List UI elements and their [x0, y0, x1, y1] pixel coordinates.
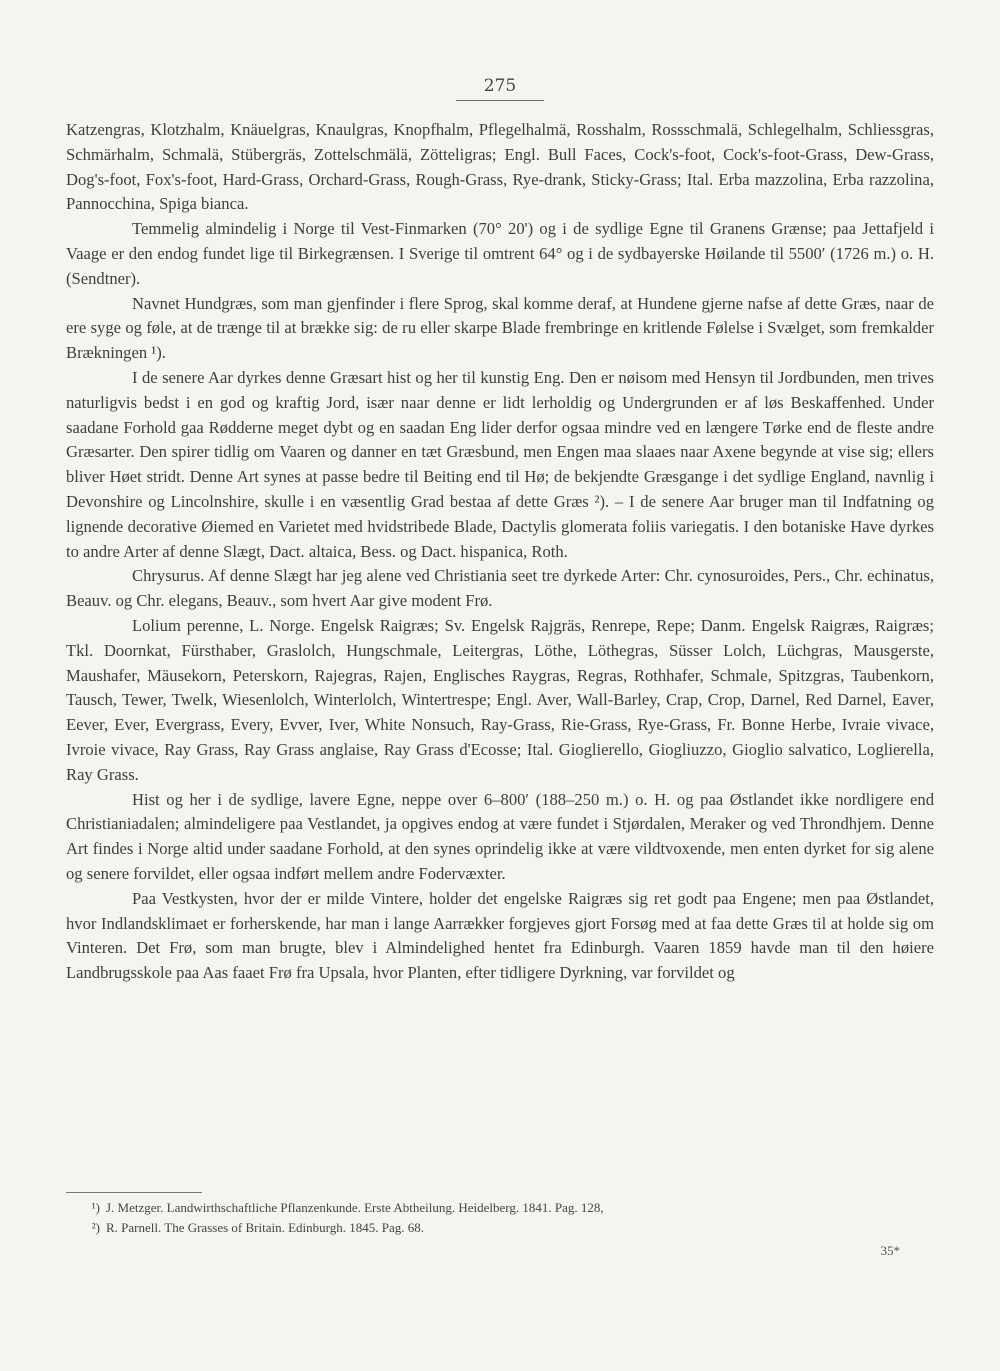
footnote-rule	[66, 1192, 202, 1193]
paragraph-lolium: Lolium perenne, L. Norge. Engelsk Raigræs; Sv. Engelsk Rajgräs, Renrepe, Repe; Danm. Engelsk Raigræs, Raigræs; Tkl. Doornkat, Fürsthaber, Graslolch, Hungschmale, Leitergras, Löthe, Löthegras, Süsser Lolch, Lüchgras, Mausgerste, Maushafer, Mäusekorn, Peterskorn, Rajegras, Rajen, Englisches Raygras, Regras, Rothhafer, Schmale, Spitzgras, Taubenkorn, Tausch, Tewer, Twelk, Wiesenlolch, Winterlolch, Wintertrespe; Engl. Aver, Wall-Barley, Crap, Crop, Darnel, Red Darnel, Eaver, Eever, Ever, Evergrass, Every, Evver, Iver, White Nonsuch, Ray-Grass, Rie-Grass, Rye-Grass, Fr. Bonne Herbe, Ivraie vivace, Ivroie vivace, Ray Grass, Ray Grass anglaise, Ray Grass d'Ecosse; Ital. Gioglierello, Giogliuzzo, Gioglio salvatico, Loglierella, Ray Grass.	[66, 615, 934, 784]
footnote-text: J. Metzger. Landwirthschaftliche Pflanzenkunde. Erste Abtheilung. Heidelberg. 1841. Pag. 128,	[106, 1200, 604, 1215]
signature-mark: 35*	[880, 1243, 900, 1258]
paragraph-2: Temmelig almindelig i Norge til Vest-Finmarken (70° 20') og i de sydlige Egne til Granens Grænse; paa Jettafjeld i Vaage er den endog fundet lige til Birkegrænsen. I Sverige til omtrent 64° og i de sydbayerske Høilande til 5500′ (1726 m.) o. H. (Sendtner).	[66, 219, 934, 288]
footnotes	[66, 1198, 934, 1238]
paragraph-3: Navnet Hundgræs, som man gjenfinder i flere Sprog, skal komme deraf, at Hundene gjerne nafse af dette Græs, naar de ere syge og føle, at de trænge til at brække sig: de ru eller skarpe Blade frembringe en kritlende Følelse i Svælget, som fremkalder Brækningen ¹).	[66, 293, 934, 363]
paragraph-chrysurus: Chrysurus. Af denne Slægt har jeg alene ved Christiania seet tre dyrkede Arter: Chr. cynosuroides, Pers., Chr. echinatus, Beauv. og Chr. elegans, Beauv., som hvert Aar give modent Frø.	[66, 566, 934, 611]
paragraph-4: I de senere Aar dyrkes denne Græsart hist og her til kunstig Eng. Den er nøisom med Hensyn til Jordbunden, men trives naturligvis bedst i en god og kraftig Jord, især naar denne er lidt lerholdig og Undergrunden er af løs Beskaffenhed. Under saadane Forhold gaa Rødderne meget dybt og en saadan Eng lider derfor ogsaa mindre ved en længere Tørke end de fleste andre Græsarter. Den spirer tidlig om Vaaren og danner en tæt Græsbund, men Engen maa slaaes naar Axene begynde at vise sig; ellers bliver Høet stridt. Denne Art synes at passe bedre til Beiting end til Hø; de bekjendte Græsgange i det sydlige England, navnlig i Devonshire og Lincolnshire, skulle i en væsentlig Grad bestaa af dette Græs ²). – I de senere Aar bruger man til Indfatning og lignende decorative Øiemed en Varietet med hvidstribede Blade, Dactylis glomerata foliis variegatis. I den botaniske Have dyrkes to andre Arter af denne Slægt, Dact. altaica, Bess. og Dact. hispanica, Roth.	[66, 367, 934, 561]
footnote-mark: ¹)	[91, 1200, 100, 1215]
paragraph-8: Paa Vestkysten, hvor der er milde Vintere, holder det engelske Raigræs sig ret godt paa Engene; men paa Østlandet, hvor Indlandsklimaet er forherskende, har man i lange Aarrækker forgjeves gjort Forsøg med at faa dette Græs til at holde sig om Vinteren. Det Frø, som man brugte, blev i Almindelighed hentet fra Edinburgh. Vaaren 1859 havde man til den høiere Landbrugsskole paa Aas faaet Frø fra Upsala, hvor Planten, efter tidligere Dyrkning, var forvildet og	[66, 888, 934, 983]
paragraph-1: Katzengras, Klotzhalm, Knäuelgras, Knaulgras, Knopfhalm, Pflegelhalmä, Rosshalm, Rossschmalä, Schlegelhalm, Schliessgras, Schmärhalm, Schmalä, Stübergräs, Zottelschmälä, Zötteligras; Engl. Bull Faces, Cock's-foot, Cock's-foot-Grass, Dew-Grass, Dog's-foot, Fox's-foot, Hard-Grass, Orchard-Grass, Rough-Grass, Rye-drank, Sticky-Grass; Ital. Erba mazzolina, Erba razzolina, Pannocchina, Spiga bianca.	[66, 120, 934, 214]
page-number: 275	[483, 76, 517, 96]
body-text	[66, 118, 934, 986]
footnote-mark: ²)	[91, 1220, 100, 1235]
paragraph-7: Hist og her i de sydlige, lavere Egne, neppe over 6–800′ (188–250 m.) o. H. og paa Østlandet ikke nordligere end Christianiadalen; almindeligere paa Vestlandet, ja opgives endog at være fundet i Stjørdalen, Meraker og ved Throndhjem. Denne Art findes i Norge altid under saadane Forhold, at den synes oprindelig ikke at være vildtvoxende, men enten dyrket for sig alene og senere forvildet, eller ogsaa indført mellem andre Fodervæxter.	[66, 789, 934, 883]
footnote-2	[66, 1218, 934, 1238]
header-rule	[456, 100, 544, 101]
footnote-1	[66, 1198, 934, 1218]
footnote-text: R. Parnell. The Grasses of Britain. Edinburgh. 1845. Pag. 68.	[106, 1220, 424, 1235]
